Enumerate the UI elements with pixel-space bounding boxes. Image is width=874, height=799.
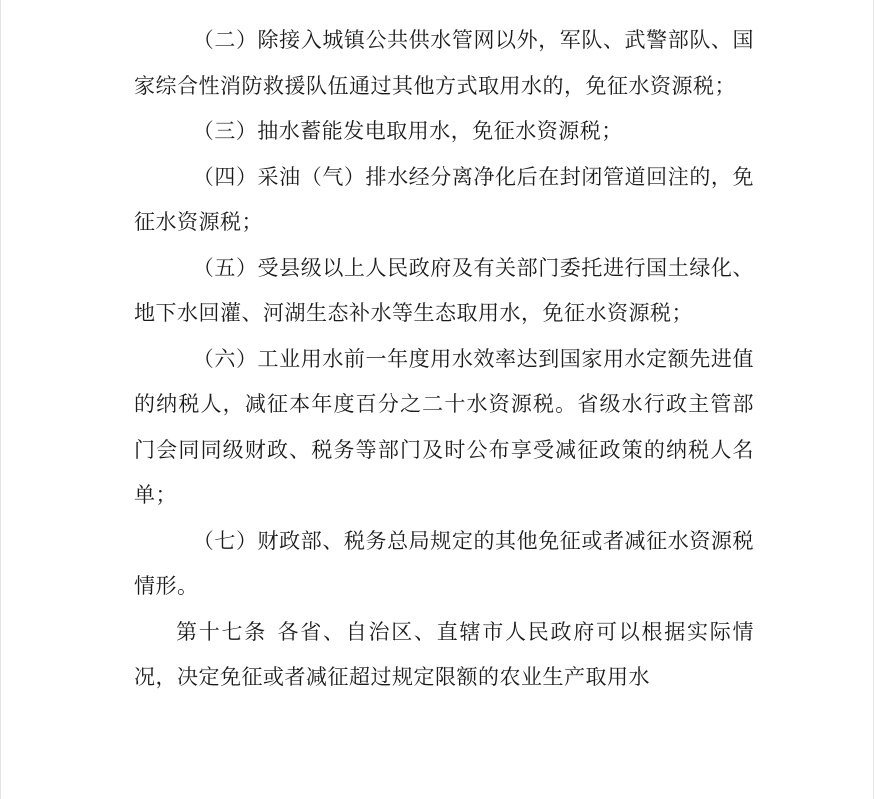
article-number: 第十七条 <box>176 619 267 644</box>
document-body <box>134 18 754 701</box>
clause-4: （四）采油（气）排水经分离净化后在封闭管道回注的，免征水资源税； <box>134 164 754 234</box>
clause-2: （二）除接入城镇公共供水管网以外，军队、武警部队、国家综合性消防救援队伍通过其他方式取用水的，免征水资源税； <box>134 28 754 98</box>
clause-6: （六）工业用水前一年度用水效率达到国家用水定额先进值的纳税人，减征本年度百分之二十水资源税。省级水行政主管部门会同同级财政、税务等部门及时公布享受减征政策的纳税人名单； <box>134 346 754 507</box>
article-text: 各省、自治区、直辖市人民政府可以根据实际情况，决定免征或者减征超过规定限额的农业生产取用水 <box>134 619 754 689</box>
clause-7: （七）财政部、税务总局规定的其他免征或者减征水资源税情形。 <box>134 528 754 598</box>
clause-5: （五）受县级以上人民政府及有关部门委托进行国土绿化、地下水回灌、河湖生态补水等生态取用水，免征水资源税； <box>134 255 754 325</box>
article-17 <box>134 610 754 701</box>
clause-3: （三）抽水蓄能发电取用水，免征水资源税； <box>192 119 623 143</box>
